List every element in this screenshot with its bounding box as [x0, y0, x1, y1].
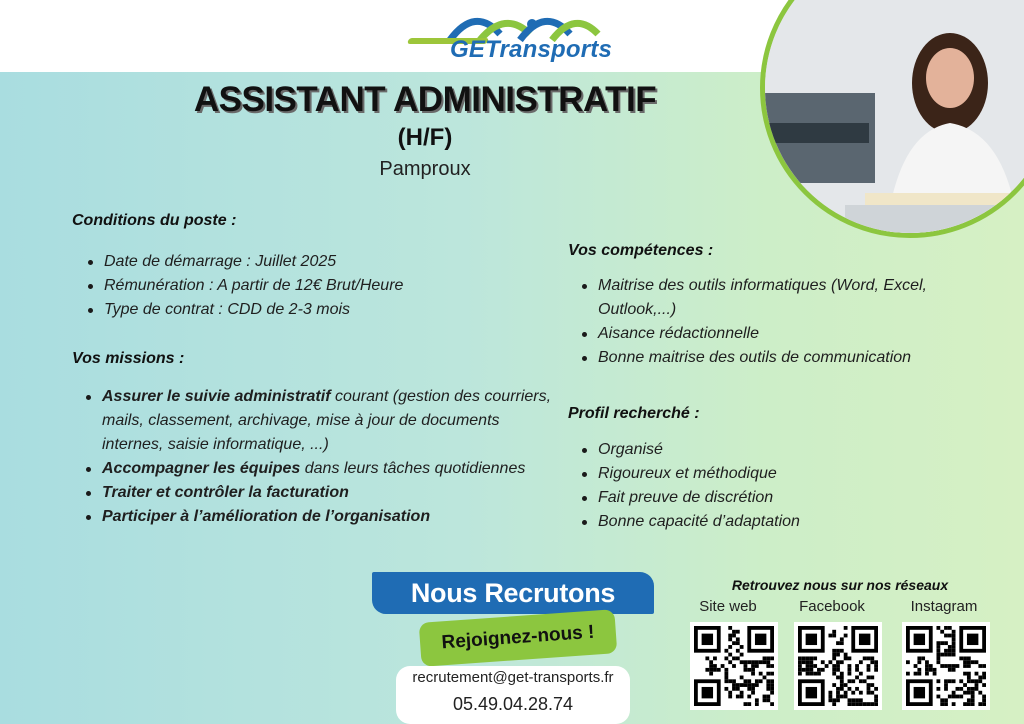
missions-item	[82, 505, 552, 529]
join-us-banner: Rejoignez-nous !	[419, 609, 618, 667]
qr-code-instagram[interactable]	[902, 622, 990, 710]
profile-list	[578, 438, 958, 534]
qr-code-icon	[906, 626, 986, 706]
missions-item-bold: Assurer le suivie administratif	[102, 388, 331, 405]
missions-heading: Vos missions :	[72, 350, 185, 367]
skills-item: Maitrise des outils informatiques (Word, Excel, Outlook,...)	[578, 274, 958, 322]
recruiting-banner: Nous Recrutons	[372, 572, 654, 614]
conditions-item: Type de contrat : CDD de 2-3 mois	[84, 298, 524, 322]
contact-email[interactable]: recrutement@get-transports.fr	[412, 669, 614, 686]
conditions-item: Rémunération : A partir de 12€ Brut/Heure	[84, 274, 524, 298]
page-subtitle: (H/F)	[397, 124, 453, 151]
social-heading: Retrouvez nous sur nos réseaux	[731, 577, 949, 593]
missions-item-bold: Participer à l’amélioration de l’organisation	[102, 508, 431, 525]
conditions-list	[84, 250, 524, 322]
qr-code-icon	[798, 626, 878, 706]
missions-item	[82, 385, 552, 457]
skills-item: Aisance rédactionnelle	[578, 322, 958, 346]
qr-label-website: Site web	[699, 598, 757, 615]
missions-item	[82, 481, 552, 505]
skills-item: Bonne maitrise des outils de communication	[578, 346, 958, 370]
contact-phone[interactable]: 05.49.04.28.74	[452, 694, 574, 714]
profile-heading: Profil recherché :	[568, 405, 700, 422]
page-title: ASSISTANT ADMINISTRATIF	[193, 80, 657, 119]
missions-list	[82, 385, 552, 529]
job-location: Pamproux	[379, 158, 471, 180]
profile-item: Rigoureux et méthodique	[578, 462, 958, 486]
qr-code-website[interactable]	[690, 622, 778, 710]
missions-item-text: dans leurs tâches quotidiennes	[300, 460, 526, 477]
missions-item-text: courant (gestion des courriers, mails, classement, archivage, mise à jour de documents internes, saisie informatique, ...)	[102, 388, 552, 453]
logo-text: GETransports	[450, 36, 612, 63]
missions-item-bold: Accompagner les équipes	[102, 460, 301, 477]
profile-item: Fait preuve de discrétion	[578, 486, 958, 510]
skills-heading: Vos compétences :	[568, 242, 714, 259]
missions-item-bold: Traiter et contrôler la facturation	[102, 484, 349, 501]
profile-item: Bonne capacité d’adaptation	[578, 510, 958, 534]
qr-label-facebook: Facebook	[799, 598, 865, 615]
missions-item	[82, 457, 552, 481]
conditions-item: Date de démarrage : Juillet 2025	[84, 250, 524, 274]
conditions-heading: Conditions du poste :	[72, 212, 237, 229]
qr-code-icon	[694, 626, 774, 706]
qr-label-instagram: Instagram	[910, 598, 978, 615]
qr-code-facebook[interactable]	[794, 622, 882, 710]
profile-item: Organisé	[578, 438, 958, 462]
skills-list	[578, 274, 958, 370]
